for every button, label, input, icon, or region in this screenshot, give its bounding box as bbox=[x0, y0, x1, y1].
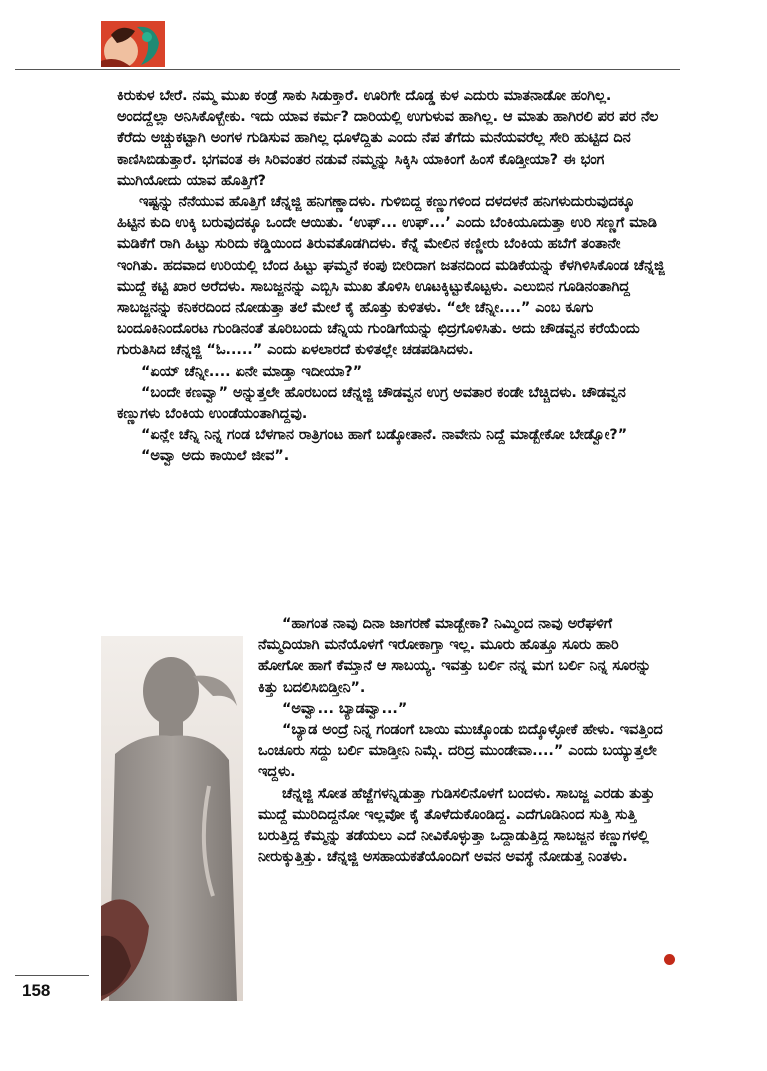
illustration bbox=[101, 636, 243, 1001]
paragraph: ಚೆನ್ನಜ್ಜಿ ಸೋತ ಹೆಜ್ಜೆಗಳನ್ನಿಡುತ್ತಾ ಗುಡಿಸಲಿನೊಳಗೆ ಬಂದಳು. ಸಾಬಜ್ಜ ಎರಡು ತುತ್ತು ಮುದ್ದೆ ಮುರಿದಿದ್ದನೋ ಇಲ್ಲವೋ ಕೈ ತೊಳೆದುಕೊಂಡಿದ್ದ. ಎದೆಗೂಡಿನಿಂದ ಸುತ್ತಿ ಸುತ್ತಿ ಬರುತ್ತಿದ್ದ ಕೆಮ್ಮನ್ನು ತಡೆಯಲು ಎದೆ ನೀವಿಕೊಳ್ಳುತ್ತಾ ಒದ್ದಾಡುತ್ತಿದ್ದ ಸಾಬಜ್ಜನ ಕಣ್ಣುಗಳಲ್ಲಿ ನೀರುಕ್ಕುತ್ತಿತ್ತು. ಚೆನ್ನಜ್ಜಿ ಅಸಹಾಯಕತೆಯೊಂದಿಗೆ ಅವನ ಅವಸ್ಥೆ ನೋಡುತ್ತ ನಿಂತಳು. bbox=[258, 785, 655, 866]
dialogue-line: “ಅವ್ವಾ ಅದು ಕಾಯಿಲೆ ಜೀವ”. bbox=[141, 448, 290, 465]
paragraph: ಕಿರುಕುಳ ಬೇರೆ. ನಮ್ಮ ಮುಖ ಕಂಡ್ರೆ ಸಾಕು ಸಿಡುಕ್ತಾರೆ. ಊರಿಗೇ ದೊಡ್ಡ ಕುಳ ಎದುರು ಮಾತನಾಡೋ ಹಂಗಿಲ್ಲ. ಅಂದದ್ದೆಲ್ಲಾ ಅನಿಸಿಕೊಳ್ಬೇಕು. ಇದು ಯಾವ ಕರ್ಮ? ದಾರಿಯಲ್ಲಿ ಉಗುಳುವ ಹಾಗಿಲ್ಲ. ಆ ಮಾತು ಹಾಗಿರಲಿ ಪರ ಪರ ನೆಲ ಕೆರೆದು ಅಚ್ಚುಕಟ್ಟಾಗಿ ಅಂಗಳ ಗುಡಿಸುವ ಹಾಗಿಲ್ಲ ಧೂಳೆದ್ದಿತು ಎಂದು ನೆಪ ತೆಗೆದು ಮನೆಯವರೆಲ್ಲ ಸೇರಿ ಹುಟ್ಟಿದ ದಿನ ಕಾಣಿಸಿಬಿಡುತ್ತಾರೆ. ಭಗವಂತ ಈ ಸಿರಿವಂತರ ನಡುವೆ ನಮ್ಮನ್ನು ಸಿಕ್ಕಿಸಿ ಯಾಕಿಂಗೆ ಹಿಂಸೆ ಕೊಡ್ತೀಯಾ? ಈ ಭಂಗ ಮುಗಿಯೋದು ಯಾವ ಹೊತ್ತಿಗೆ? bbox=[117, 88, 659, 189]
article-column-top bbox=[117, 86, 665, 468]
dialogue-line: “ಹಾಗಂತ ನಾವು ದಿನಾ ಜಾಗರಣೆ ಮಾಡ್ಬೇಕಾ? ನಿಮ್ಮಿಂದ ನಾವು ಅರೆಘಳಿಗೆ ನೆಮ್ಮದಿಯಾಗಿ ಮನೆಯೊಳಗೆ ಇರೋಕಾಗ್ತಾ ಇಲ್ಲ. ಮೂರು ಹೊತ್ತೂ ಸೂರು ಹಾರಿ ಹೋಗೋ ಹಾಗೆ ಕೆಮ್ತಾನೆ ಆ ಸಾಬಯ್ಯ. ಇವತ್ತು ಬರ್ಲಿ ನನ್ನ ಮಗ ಬರ್ಲಿ ನಿನ್ನ ಸೂರನ್ನು ಕಿತ್ತು ಬದಲಿಸಿಬಿಡ್ತೀನಿ”. bbox=[258, 616, 652, 696]
dialogue-line: “ಏಯ್ ಚೆನ್ನೀ.... ಏನೇ ಮಾಡ್ತಾ ಇದೀಯಾ?” bbox=[141, 363, 363, 380]
paragraph: ಇಷ್ಟನ್ನು ನೆನೆಯುವ ಹೊತ್ತಿಗೆ ಚೆನ್ನಜ್ಜಿ ಹನಿಗಣ್ಣಾದಳು. ಗುಳಿಬಿದ್ದ ಕಣ್ಣುಗಳಿಂದ ದಳದಳನೆ ಹನಿಗಳುದುರುವುದಕ್ಕೂ ಹಿಟ್ಟಿನ ಕುದಿ ಉಕ್ಕಿ ಬರುವುದಕ್ಕೂ ಒಂದೇ ಆಯಿತು. ‘ಉಫ್... ಉಫ್...’ ಎಂದು ಬೆಂಕಿಯೂದುತ್ತಾ ಉರಿ ಸಣ್ಣಗೆ ಮಾಡಿ ಮಡಿಕೆಗೆ ರಾಗಿ ಹಿಟ್ಟು ಸುರಿದು ಕಡ್ಡಿಯಿಂದ ತಿರುವತೊಡಗಿದಳು. ಕೆನ್ನೆ ಮೇಲಿನ ಕಣ್ಣೀರು ಬೆಂಕಿಯ ಹಬೆಗೆ ತಂತಾನೇ ಇಂಗಿತು. ಹದವಾದ ಉರಿಯಲ್ಲಿ ಬೆಂದ ಹಿಟ್ಟು ಘಮ್ಮನೆ ಕಂಪು ಬೀರಿದಾಗ ಜತನದಿಂದ ಮಡಿಕೆಯನ್ನು ಕೆಳಗಿಳಿಸಿಕೊಂಡ ಚೆನ್ನಜ್ಜಿ ಮುದ್ದೆ ಕಟ್ಟಿ ಖಾರ ಅರೆದಳು. ಸಾಬಜ್ಜನನ್ನು ಎಬ್ಬಿಸಿ ಮುಖ ತೊಳಿಸಿ ಊಟಕ್ಕಿಟ್ಟುಕೊಟ್ಟಳು. ಎಲುಬಿನ ಗೂಡಿನಂತಾಗಿದ್ದ ಸಾಬಜ್ಜನನ್ನು ಕನಿಕರದಿಂದ ನೋಡುತ್ತಾ ತಲೆ ಮೇಲೆ ಕೈ ಹೊತ್ತು ಕುಳಿತಳು. “ಲೇ ಚೆನ್ನೀ....” ಎಂಬ ಕೂಗು ಬಂದೂಕಿನಿಂದೊರಟ ಗುಂಡಿನಂತೆ ತೂರಿಬಂದು ಚೆನ್ನಿಯ ಗುಂಡಿಗೆಯನ್ನು ಛಿದ್ರಗೊಳಿಸಿತು. ಅದು ಚೌಡವ್ವನ ಕರೆಯೆಂದು ಗುರುತಿಸಿದ ಚೆನ್ನಜ್ಜಿ “ಓ.....” ಎಂದು ಏಳಲಾರದೆ ಕುಳಿತಲ್ಲೇ ಚಡಪಡಿಸಿದಳು. bbox=[117, 194, 665, 359]
woman-silhouette-illustration bbox=[101, 636, 243, 1001]
end-of-article-marker bbox=[664, 954, 675, 965]
dialogue-line: “ಏನ್ಲೇ ಚೆನ್ನಿ ನಿನ್ನ ಗಂಡ ಬೆಳಗಾನ ರಾತ್ರಿಗಂಟ ಹಾಗೆ ಬಡ್ಕೋತಾನೆ. ನಾವೇನು ನಿದ್ದೆ ಮಾಡ್ಬೇಕೋ ಬೇಡ್ವೋ?” bbox=[141, 427, 628, 444]
footer-divider bbox=[15, 975, 89, 976]
page-number: 158 bbox=[22, 981, 51, 1000]
magazine-logo bbox=[101, 21, 165, 67]
article-column-bottom bbox=[258, 614, 666, 868]
dialogue-line: “ಅವ್ವಾ... ಬ್ಯಾಡವ್ವಾ...” bbox=[282, 700, 408, 717]
header-divider bbox=[15, 69, 680, 70]
magazine-emblem-icon bbox=[101, 21, 165, 67]
dialogue-line: “ಬಂದೇ ಕಣವ್ವಾ” ಅನ್ನುತ್ತಲೇ ಹೊರಬಂದ ಚೆನ್ನಜ್ಜಿ ಚೌಡವ್ವನ ಉಗ್ರ ಅವತಾರ ಕಂಡೇ ಬೆಚ್ಚಿದಳು. ಚೌಡವ್ವನ ಕಣ್ಣುಗಳು ಬೆಂಕಿಯ ಉಂಡೆಯಂತಾಗಿದ್ದವು. bbox=[117, 384, 626, 423]
dialogue-line: “ಬ್ಯಾಡ ಅಂದ್ರೆ ನಿನ್ನ ಗಂಡಂಗೆ ಬಾಯಿ ಮುಚ್ಕೊಂಡು ಬಿದ್ಕೊಳ್ಳೋಕೆ ಹೇಳು. ಇವತ್ತಿಂದ ಒಂಚೂರು ಸದ್ದು ಬರ್ಲಿ ಮಾಡ್ತೀನಿ ನಿಮ್ಗೆ. ದರಿದ್ರ ಮುಂಡೇವಾ....” ಎಂದು ಬಯ್ಯುತ್ತಲೇ ಇದ್ದಳು. bbox=[258, 722, 663, 781]
